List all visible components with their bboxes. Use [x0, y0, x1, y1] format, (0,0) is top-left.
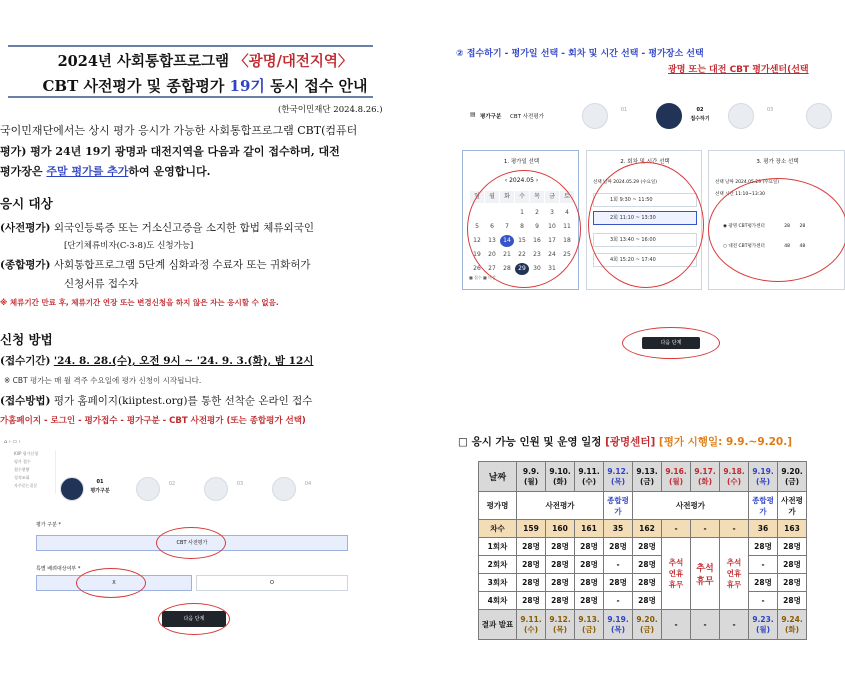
holiday-cell: 추석 연휴 휴무 [662, 538, 691, 610]
round-cell: 28명 [749, 574, 778, 592]
comp-eval-row: (종합평가) 사회통합프로그램 5단계 심화과정 수료자 또는 귀화허가 [0, 259, 311, 271]
intro-line-2: 평가) 평가 24년 19기 광명과 대전지역을 다음과 같이 접수하며, 대전 [0, 145, 340, 158]
cal-day[interactable]: 8 [520, 223, 524, 230]
right-step2-num: 02 [696, 107, 704, 113]
cal-day[interactable]: 6 [490, 223, 494, 230]
right-step1-num: 01 [620, 107, 628, 113]
cal-day[interactable]: 20 [488, 251, 496, 258]
round-cell: 28명 [604, 538, 633, 556]
step3-num: 03 [236, 481, 244, 487]
pre-eval-note: [단기체류비자(C-3-8)도 신청가능] [64, 241, 194, 251]
date-cell: 9.19. (목) [749, 462, 778, 492]
count-cell: - [691, 520, 720, 538]
date-header: 날짜 [479, 462, 517, 492]
date-cell: 9.13. (금) [633, 462, 662, 492]
cal-day[interactable]: 25 [563, 251, 571, 258]
cal-day[interactable]: 28 [503, 265, 511, 272]
special-x-option[interactable]: X [36, 575, 192, 591]
step1-label: 평가구분 [90, 488, 110, 494]
special-label: 특별 배려대상여부 * [36, 566, 81, 572]
result-header: 결과 발표 [479, 610, 517, 640]
round-label: 3회차 [479, 574, 517, 592]
place-row[interactable]: ○ 대전 CBT평가센터 48 48 [723, 244, 806, 249]
cal-day[interactable]: 16 [533, 237, 541, 244]
round-cell: 28명 [575, 592, 604, 610]
cal-day[interactable]: 5 [475, 223, 479, 230]
result-cell: - [662, 610, 691, 640]
round-label: 4회차 [479, 592, 517, 610]
round-cell: - [604, 592, 633, 610]
cal-day[interactable]: 1 [520, 209, 524, 216]
round-cell: 28명 [546, 556, 575, 574]
slot-option[interactable]: 1회 9:30 ~ 11:50 [593, 193, 697, 207]
cal-day[interactable]: 14 [500, 235, 514, 247]
cal-day[interactable]: 17 [548, 237, 556, 244]
cal-weekday: 수 [515, 191, 529, 203]
date-cell: 9.11. (수) [575, 462, 604, 492]
count-cell: 161 [575, 520, 604, 538]
round-cell: 28명 [546, 574, 575, 592]
right-step-bar [456, 95, 845, 141]
eval-type-field[interactable]: CBT 사전평가 [36, 535, 348, 551]
round-cell: - [604, 556, 633, 574]
intro-line-1: 국이민재단에서는 상시 평가 응시가 가능한 사회통합프로그램 CBT(컴퓨터 [0, 124, 358, 137]
round-cell: 28명 [575, 556, 604, 574]
round-cell: - [749, 592, 778, 610]
highlight-calendar [467, 170, 581, 288]
right-step4-icon [806, 103, 832, 129]
cal-weekday: 화 [500, 191, 514, 203]
round-cell: 28명 [749, 538, 778, 556]
title-line-2: CBT 사전평가 및 종합평가 19기 동시 접수 안내 [42, 77, 368, 95]
count-cell: - [662, 520, 691, 538]
result-cell: - [720, 610, 749, 640]
right-step-sub: 광명 또는 대전 CBT 평가센터(선택 [668, 65, 809, 75]
cal-weekday: 금 [545, 191, 559, 203]
result-cell: 9.24. (화) [778, 610, 807, 640]
round-cell: 28명 [517, 574, 546, 592]
highlight-special-x [76, 568, 146, 598]
round-cell: 28명 [633, 574, 662, 592]
slot-option-selected[interactable]: 2회 11:10 ~ 13:30 [593, 211, 697, 225]
comp-eval-row-2: 신청서류 접수자 [64, 278, 139, 290]
count-cell: 159 [517, 520, 546, 538]
cal-day[interactable]: 29 [515, 263, 529, 275]
round-cell: 28명 [517, 538, 546, 556]
left-next-button[interactable]: 다음 단계 [162, 611, 226, 627]
result-cell: 9.20. (금) [633, 610, 662, 640]
cal-day[interactable]: 12 [473, 237, 481, 244]
highlight-eval-type [156, 527, 226, 559]
place-panel-title: 3. 평가 장소 선택 [756, 159, 799, 165]
cal-day[interactable]: 10 [548, 223, 556, 230]
cal-weekday: 일 [470, 191, 484, 203]
cal-weekday: 월 [485, 191, 499, 203]
title-top-rule [8, 45, 373, 47]
count-header: 차수 [479, 520, 517, 538]
cal-day[interactable]: 24 [548, 251, 556, 258]
apply-path: 가홈페이지 - 로그인 - 평가접수 - 평가구분 - CBT 사전평가 (또는 종합평가 선택) [0, 416, 306, 426]
intro-line-3: 평가장은 주말 평가를 추가하여 운영합니다. [0, 165, 211, 178]
place-row[interactable]: ◉ 광명 CBT평가센터 28 28 [723, 224, 806, 229]
source-note: (한국이민재단 2024.8.26.) [278, 105, 383, 115]
field-label: 평가 구분 * [36, 522, 61, 528]
method-row: (접수방법) 평가 홈페이지(kiiptest.org)를 통한 선착순 온라인 접수 [0, 395, 313, 407]
cal-day[interactable]: 26 [473, 265, 481, 272]
result-cell: 9.12. (목) [546, 610, 575, 640]
eval-pre-cell-3: 사전평가 [778, 492, 807, 520]
mock-value: CBT 사전평가 [510, 114, 544, 120]
round-cell: 28명 [778, 556, 807, 574]
slot-option[interactable]: 3회 13:40 ~ 16:00 [593, 233, 697, 247]
date-cell: 9.10. (화) [546, 462, 575, 492]
round-cell: 28명 [546, 538, 575, 556]
cal-day[interactable]: 19 [473, 251, 481, 258]
highlight-right-next [622, 327, 720, 359]
round-cell: 28명 [575, 538, 604, 556]
cal-weekday: 목 [530, 191, 544, 203]
cal-day[interactable]: 27 [488, 265, 496, 272]
date-cell: 9.16. (월) [662, 462, 691, 492]
period-row: (접수기간) '24. 8. 28.(수), 오전 9시 ~ '24. 9. 3.(화), 밤 12시 [0, 355, 314, 367]
section-eligibility-title: 응시 대상 [0, 196, 53, 211]
weekend-highlight: 주말 평가를 추가 [46, 165, 129, 178]
right-step-title: ② 접수하기 - 평가일 선택 - 회차 및 시간 선택 - 평가장소 선택 [456, 49, 704, 59]
round-cell: 28명 [575, 574, 604, 592]
result-cell: 9.23. (월) [749, 610, 778, 640]
step4-num: 04 [304, 481, 312, 487]
cal-weekday: 토 [560, 191, 574, 203]
cal-month: ‹ 2024.05 › [504, 177, 539, 184]
slot-option[interactable]: 4회 15:20 ~ 17:40 [593, 253, 697, 267]
cal-day[interactable]: 18 [563, 237, 571, 244]
cal-day[interactable]: 13 [488, 237, 496, 244]
title-region-highlight: 〈광명/대전지역〉 [234, 53, 353, 70]
highlight-next [158, 603, 230, 635]
slot-selected-date: 선택 날짜 2024.05.29 (수요일) [593, 180, 657, 185]
count-cell: 160 [546, 520, 575, 538]
right-step2-icon [656, 103, 682, 129]
result-cell: 9.19. (목) [604, 610, 633, 640]
date-cell: 9.20. (금) [778, 462, 807, 492]
step1-num: 01 [96, 479, 104, 485]
cal-day[interactable]: 23 [533, 251, 541, 258]
round-cell: 28명 [546, 592, 575, 610]
place-selected-time: 선택 시간 11:10~13:30 [715, 192, 765, 197]
count-cell: 162 [633, 520, 662, 538]
cal-day[interactable]: 11 [563, 223, 571, 230]
date-cell: 9.18. (수) [720, 462, 749, 492]
count-cell: 35 [604, 520, 633, 538]
doc-icon: ▤ [470, 111, 476, 118]
date-cell: 9.17. (화) [691, 462, 720, 492]
step2-num: 02 [168, 481, 176, 487]
round-label: 1회차 [479, 538, 517, 556]
cal-day[interactable]: 31 [548, 265, 556, 272]
title-bottom-rule [8, 96, 373, 98]
cal-day[interactable]: 22 [518, 251, 526, 258]
round-label: 2회차 [479, 556, 517, 574]
round-cell: 28명 [517, 556, 546, 574]
round-cell: 28명 [778, 574, 807, 592]
side-menu: KIIP 평가신청 평가 접수 접수현황 성적조회 자주묻는질문 [14, 450, 56, 494]
holiday-cell: 추석 연휴 휴무 [720, 538, 749, 610]
schedule-title: □ 응시 가능 인원 및 운영 일정 [광명센터] [평가 시행일: 9.9.~9.20.] [458, 436, 793, 448]
left-step-mockup [0, 435, 360, 684]
right-step2-label: 접수하기 [690, 116, 710, 122]
cal-day[interactable]: 9 [535, 223, 539, 230]
cal-day[interactable]: 15 [518, 237, 526, 244]
round-cell: 28명 [604, 574, 633, 592]
holiday-cell: 추석 휴무 [691, 538, 720, 610]
eval-pre-cell-2: 사전평가 [633, 492, 749, 520]
result-cell: 9.11. (수) [517, 610, 546, 640]
round-cell: 28명 [633, 556, 662, 574]
eval-comp-cell: 종합평가 [604, 492, 633, 520]
count-cell: 163 [778, 520, 807, 538]
result-cell: - [691, 610, 720, 640]
cal-day[interactable]: 7 [505, 223, 509, 230]
period-note: ※ CBT 평가는 매 월 격주 수요일에 평가 신청이 시작됩니다. [4, 376, 202, 385]
home-icon: ⌂ › ▭ › [4, 439, 21, 445]
cal-day[interactable]: 4 [565, 209, 569, 216]
highlight-places [708, 178, 845, 282]
eval-header: 평가명 [479, 492, 517, 520]
schedule-table [478, 461, 807, 640]
date-cell: 9.12. (목) [604, 462, 633, 492]
eval-pre-cell: 사전평가 [517, 492, 604, 520]
right-step3-num: 03 [766, 107, 774, 113]
round-cell: 28명 [517, 592, 546, 610]
result-cell: 9.13. (금) [575, 610, 604, 640]
cal-day[interactable]: 2 [535, 209, 539, 216]
cal-legend: ■ 접수 ■ 마감 [469, 275, 496, 280]
eval-comp-cell-2: 종합평가 [749, 492, 778, 520]
right-next-button[interactable]: 다음 단계 [642, 337, 700, 349]
round-cell: 28명 [633, 592, 662, 610]
date-panel-title: 1. 평가일 선택 [503, 159, 540, 165]
place-selected-date: 선택 날짜 2024.05.29 (수요일) [715, 180, 779, 185]
round-cell: 28명 [778, 538, 807, 556]
special-o-option[interactable]: O [196, 575, 348, 591]
cal-day[interactable]: 3 [550, 209, 554, 216]
count-cell: - [720, 520, 749, 538]
title-line-1: 2024년 사회통합프로그램 〈광명/대전지역〉 [57, 53, 353, 70]
highlight-slots [588, 162, 704, 288]
round-cell: - [749, 556, 778, 574]
pre-eval-row: (사전평가) 외국인등록증 또는 거소신고증을 소지한 합법 체류외국인 [0, 222, 314, 234]
round-cell: 28명 [778, 592, 807, 610]
slot-panel-title: 2. 회차 및 시간 선택 [620, 159, 670, 165]
round-cell: 28명 [633, 538, 662, 556]
section-apply-title: 신청 방법 [0, 332, 53, 347]
stay-warning: ※ 체류기간 만료 후, 체류기간 연장 또는 변경신청을 하지 않은 자는 응시할 수 없음. [0, 298, 279, 307]
mock-label: 평가구분 [480, 114, 502, 120]
date-cell: 9.9. (월) [517, 462, 546, 492]
cal-day[interactable]: 30 [533, 265, 541, 272]
count-cell: 36 [749, 520, 778, 538]
title-term-highlight: 19기 [229, 77, 265, 95]
cal-day[interactable]: 21 [503, 251, 511, 258]
